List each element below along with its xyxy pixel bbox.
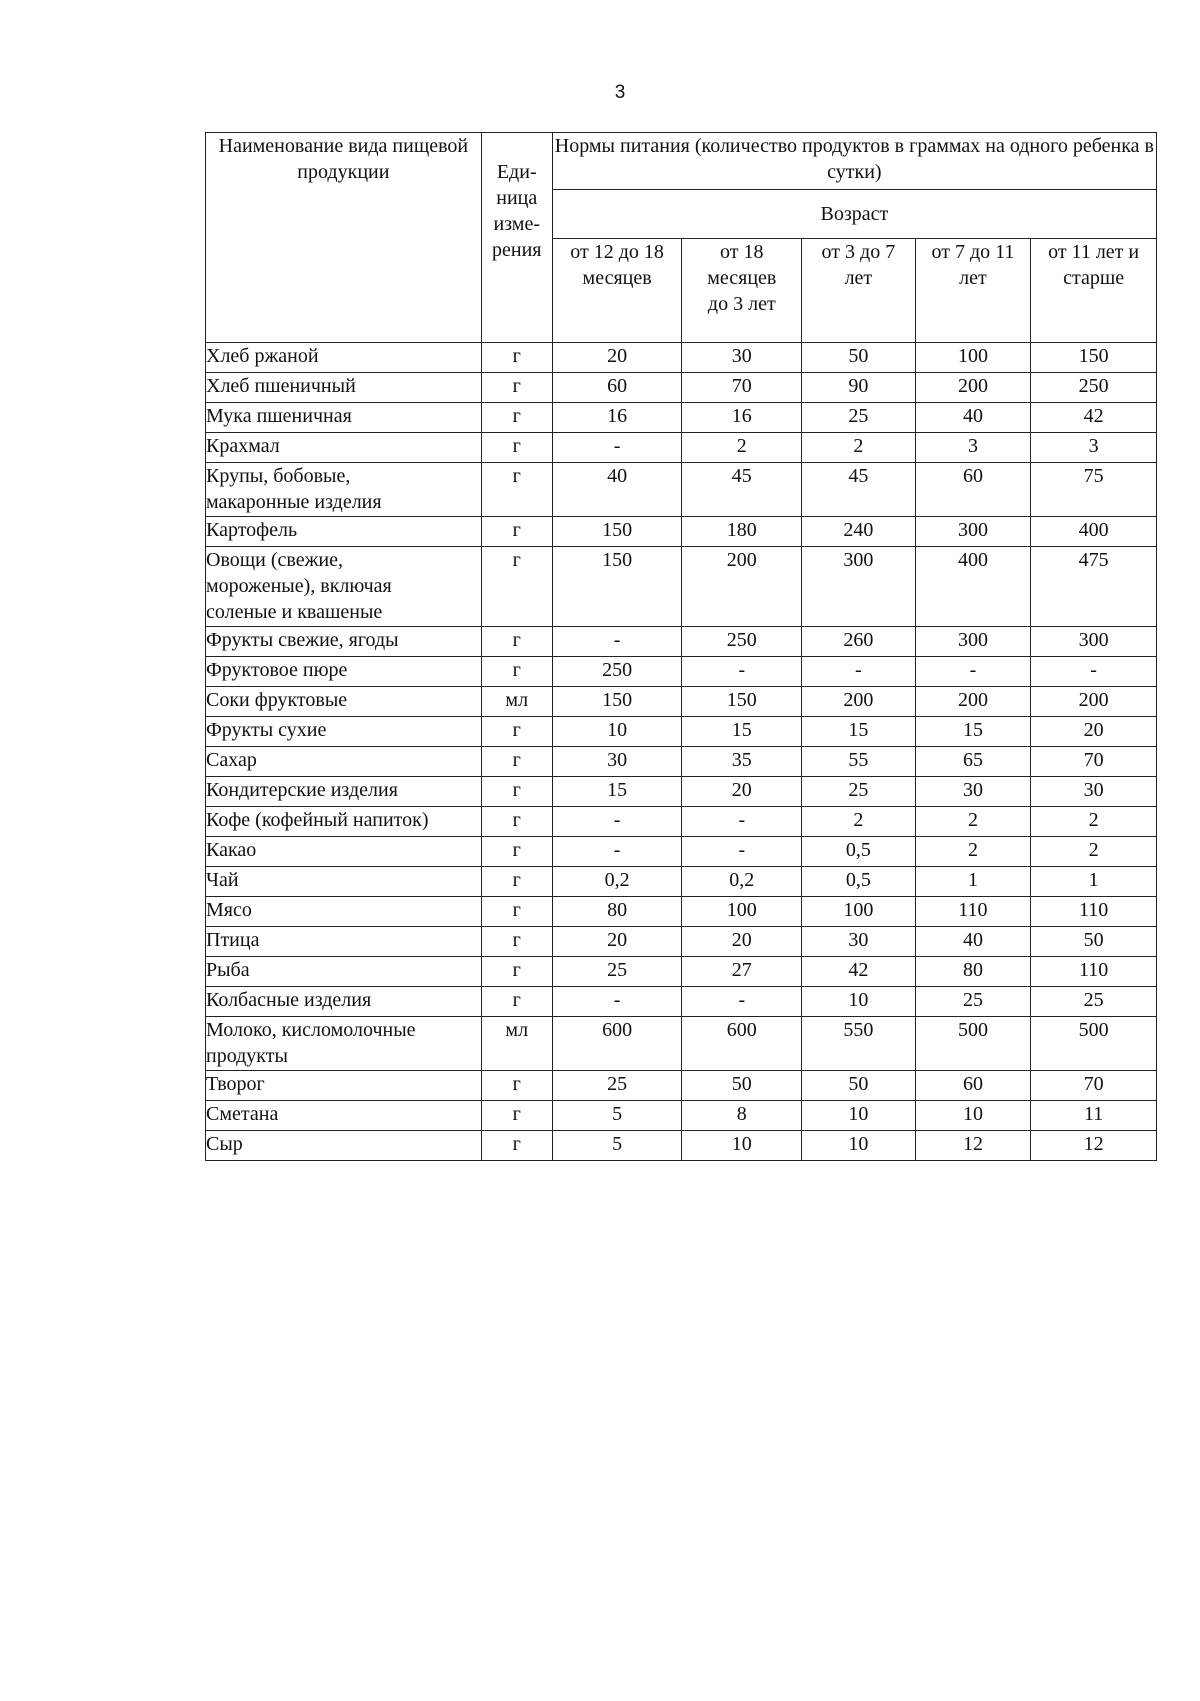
table-row	[206, 1101, 1157, 1131]
norm-value-cell: 25	[552, 1071, 682, 1101]
norm-value-cell: -	[682, 657, 802, 687]
norm-value-cell: 3	[1031, 433, 1157, 463]
norm-value-cell: 42	[1031, 403, 1157, 433]
product-name-cell: Колбасные изделия	[206, 987, 482, 1017]
norm-value-cell: 70	[1031, 1071, 1157, 1101]
norm-value-cell: 90	[802, 373, 916, 403]
table-row	[206, 343, 1157, 373]
norm-value-cell: 110	[1031, 897, 1157, 927]
norm-value-cell: -	[1031, 657, 1157, 687]
header-norms-text: Нормы питания (количество продуктов в граммах на одного ребенка в сутки)	[554, 135, 1154, 183]
norm-value-cell: 600	[682, 1017, 802, 1071]
product-name-cell: Хлеб пшеничный	[206, 373, 482, 403]
norm-value-cell: 40	[552, 463, 682, 517]
table-row	[206, 957, 1157, 987]
header-product-name-text: Наименование вида пищевой продукции	[218, 135, 469, 183]
norm-value-cell: 0,5	[802, 867, 916, 897]
norm-value-cell: 0,2	[552, 867, 682, 897]
norm-value-cell: 16	[682, 403, 802, 433]
age-group-header: от 12 до 18 месяцев	[552, 239, 682, 343]
norm-value-cell: 15	[682, 717, 802, 747]
norm-value-cell: 10	[682, 1131, 802, 1161]
norm-value-cell: 25	[552, 957, 682, 987]
unit-cell: г	[481, 927, 552, 957]
product-name-cell: Фрукты сухие	[206, 717, 482, 747]
norm-value-cell: 2	[1031, 837, 1157, 867]
product-name-cell: Хлеб ржаной	[206, 343, 482, 373]
table-header	[206, 133, 1157, 343]
norm-value-cell: 1	[915, 867, 1031, 897]
norm-value-cell: 400	[915, 547, 1031, 627]
product-name-cell: Картофель	[206, 517, 482, 547]
norm-value-cell: 30	[915, 777, 1031, 807]
age-group-header: от 7 до 11 лет	[915, 239, 1031, 343]
product-name-cell: Чай	[206, 867, 482, 897]
norm-value-cell: -	[552, 807, 682, 837]
product-name-cell: Птица	[206, 927, 482, 957]
norm-value-cell: 200	[682, 547, 802, 627]
norm-value-cell: -	[552, 627, 682, 657]
norm-value-cell: 110	[915, 897, 1031, 927]
norm-value-cell: 60	[915, 1071, 1031, 1101]
norm-value-cell: 25	[802, 777, 916, 807]
norm-value-cell: 300	[915, 517, 1031, 547]
norm-value-cell: -	[682, 837, 802, 867]
age-group-header: от 11 лет и старше	[1031, 239, 1157, 343]
norm-value-cell: 100	[915, 343, 1031, 373]
norm-value-cell: 475	[1031, 547, 1157, 627]
unit-cell: г	[481, 343, 552, 373]
header-norms	[552, 133, 1156, 190]
unit-cell: г	[481, 373, 552, 403]
norm-value-cell: 25	[1031, 987, 1157, 1017]
product-name-cell: Сахар	[206, 747, 482, 777]
norm-value-cell: 20	[552, 343, 682, 373]
unit-cell: г	[481, 433, 552, 463]
norm-value-cell: 10	[802, 1101, 916, 1131]
norm-value-cell: 300	[915, 627, 1031, 657]
norm-value-cell: 260	[802, 627, 916, 657]
norm-value-cell: 150	[552, 687, 682, 717]
norm-value-cell: 30	[802, 927, 916, 957]
norm-value-cell: 200	[802, 687, 916, 717]
norm-value-cell: 3	[915, 433, 1031, 463]
table-row	[206, 463, 1157, 517]
unit-cell: г	[481, 1101, 552, 1131]
product-name-cell: Кондитерские изделия	[206, 777, 482, 807]
table-row	[206, 837, 1157, 867]
table-row	[206, 867, 1157, 897]
norm-value-cell: 70	[682, 373, 802, 403]
header-age-text: Возраст	[820, 203, 889, 225]
table-row	[206, 1017, 1157, 1071]
norm-value-cell: 2	[802, 433, 916, 463]
norm-value-cell: -	[552, 987, 682, 1017]
table-row	[206, 517, 1157, 547]
norm-value-cell: 180	[682, 517, 802, 547]
table-row	[206, 777, 1157, 807]
norm-value-cell: 50	[1031, 927, 1157, 957]
norm-value-cell: 500	[915, 1017, 1031, 1071]
norm-value-cell: 600	[552, 1017, 682, 1071]
norm-value-cell: 150	[1031, 343, 1157, 373]
norm-value-cell: -	[915, 657, 1031, 687]
product-name-cell: Какао	[206, 837, 482, 867]
norm-value-cell: 25	[802, 403, 916, 433]
product-name-cell: Мясо	[206, 897, 482, 927]
table-body	[206, 343, 1157, 1161]
unit-cell: г	[481, 777, 552, 807]
norm-value-cell: 10	[802, 987, 916, 1017]
norm-value-cell: 30	[682, 343, 802, 373]
norm-value-cell: 2	[1031, 807, 1157, 837]
norm-value-cell: 5	[552, 1131, 682, 1161]
norm-value-cell: 110	[1031, 957, 1157, 987]
unit-cell: г	[481, 517, 552, 547]
product-name-cell: Мука пшеничная	[206, 403, 482, 433]
norm-value-cell: 12	[915, 1131, 1031, 1161]
header-age	[552, 190, 1156, 239]
product-name-cell: Молоко, кисломолочные продукты	[206, 1017, 482, 1071]
table-row	[206, 657, 1157, 687]
norm-value-cell: 20	[1031, 717, 1157, 747]
unit-cell: г	[481, 987, 552, 1017]
unit-cell: г	[481, 1131, 552, 1161]
norm-value-cell: 550	[802, 1017, 916, 1071]
norm-value-cell: 100	[802, 897, 916, 927]
product-name-cell: Фрукты свежие, ягоды	[206, 627, 482, 657]
norm-value-cell: 60	[915, 463, 1031, 517]
norm-value-cell: 150	[682, 687, 802, 717]
unit-cell: г	[481, 957, 552, 987]
page-number: 3	[614, 82, 626, 103]
norm-value-cell: 27	[682, 957, 802, 987]
product-name-cell: Овощи (свежие, мороженые), включая соленые и квашеные	[206, 547, 482, 627]
norm-value-cell: 70	[1031, 747, 1157, 777]
norm-value-cell: 50	[802, 1071, 916, 1101]
table-row	[206, 987, 1157, 1017]
unit-cell: мл	[481, 1017, 552, 1071]
norm-value-cell: 200	[915, 687, 1031, 717]
table-row	[206, 627, 1157, 657]
norm-value-cell: -	[802, 657, 916, 687]
norm-value-cell: 65	[915, 747, 1031, 777]
table-row	[206, 1071, 1157, 1101]
table-row	[206, 687, 1157, 717]
norm-value-cell: 500	[1031, 1017, 1157, 1071]
norm-value-cell: 20	[682, 777, 802, 807]
norm-value-cell: 250	[552, 657, 682, 687]
norm-value-cell: 20	[552, 927, 682, 957]
unit-cell: г	[481, 717, 552, 747]
product-name-cell: Фруктовое пюре	[206, 657, 482, 687]
table-row	[206, 897, 1157, 927]
norm-value-cell: 50	[682, 1071, 802, 1101]
product-name-cell: Крахмал	[206, 433, 482, 463]
norm-value-cell: 55	[802, 747, 916, 777]
norm-value-cell: 8	[682, 1101, 802, 1131]
norm-value-cell: 40	[915, 927, 1031, 957]
unit-cell: г	[481, 547, 552, 627]
norm-value-cell: 5	[552, 1101, 682, 1131]
norm-value-cell: 2	[915, 837, 1031, 867]
norm-value-cell: 40	[915, 403, 1031, 433]
norm-value-cell: 100	[682, 897, 802, 927]
unit-cell: г	[481, 807, 552, 837]
product-name-cell: Сметана	[206, 1101, 482, 1131]
unit-cell: г	[481, 1071, 552, 1101]
unit-cell: г	[481, 627, 552, 657]
norm-value-cell: 80	[915, 957, 1031, 987]
table-row	[206, 747, 1157, 777]
norm-value-cell: 300	[802, 547, 916, 627]
product-name-cell: Творог	[206, 1071, 482, 1101]
norm-value-cell: 11	[1031, 1101, 1157, 1131]
table-row	[206, 403, 1157, 433]
unit-cell: г	[481, 657, 552, 687]
norm-value-cell: 2	[802, 807, 916, 837]
norm-value-cell: 35	[682, 747, 802, 777]
nutrition-norms-table	[205, 132, 1157, 1161]
table-row	[206, 373, 1157, 403]
product-name-cell: Сыр	[206, 1131, 482, 1161]
norm-value-cell: 250	[1031, 373, 1157, 403]
table-row	[206, 927, 1157, 957]
norm-value-cell: 50	[802, 343, 916, 373]
unit-cell: г	[481, 403, 552, 433]
header-product-name	[206, 133, 482, 343]
unit-cell: мл	[481, 687, 552, 717]
norm-value-cell: 1	[1031, 867, 1157, 897]
norm-value-cell: 25	[915, 987, 1031, 1017]
norm-value-cell: 0,2	[682, 867, 802, 897]
norm-value-cell: 200	[915, 373, 1031, 403]
product-name-cell: Крупы, бобовые, макаронные изделия	[206, 463, 482, 517]
norm-value-cell: 10	[915, 1101, 1031, 1131]
norm-value-cell: 10	[802, 1131, 916, 1161]
norm-value-cell: 400	[1031, 517, 1157, 547]
unit-cell: г	[481, 747, 552, 777]
norm-value-cell: 20	[682, 927, 802, 957]
table-row	[206, 1131, 1157, 1161]
table-row	[206, 717, 1157, 747]
norm-value-cell: 16	[552, 403, 682, 433]
norm-value-cell: 42	[802, 957, 916, 987]
norm-value-cell: -	[552, 837, 682, 867]
norm-value-cell: 240	[802, 517, 916, 547]
norm-value-cell: 150	[552, 517, 682, 547]
norm-value-cell: 15	[802, 717, 916, 747]
norm-value-cell: 15	[915, 717, 1031, 747]
header-unit	[481, 133, 552, 343]
unit-cell: г	[481, 867, 552, 897]
norm-value-cell: 10	[552, 717, 682, 747]
norm-value-cell: 300	[1031, 627, 1157, 657]
norm-value-cell: 2	[682, 433, 802, 463]
norm-value-cell: -	[682, 807, 802, 837]
age-group-header: от 18 месяцев до 3 лет	[682, 239, 802, 343]
product-name-cell: Кофе (кофейный напиток)	[206, 807, 482, 837]
norm-value-cell: 45	[802, 463, 916, 517]
table-row	[206, 433, 1157, 463]
norm-value-cell: 30	[1031, 777, 1157, 807]
norm-value-cell: 75	[1031, 463, 1157, 517]
norm-value-cell: -	[552, 433, 682, 463]
norm-value-cell: 2	[915, 807, 1031, 837]
product-name-cell: Рыба	[206, 957, 482, 987]
unit-cell: г	[481, 837, 552, 867]
norm-value-cell: 45	[682, 463, 802, 517]
unit-cell: г	[481, 897, 552, 927]
age-group-header: от 3 до 7 лет	[802, 239, 916, 343]
norm-value-cell: 30	[552, 747, 682, 777]
product-name-cell: Соки фруктовые	[206, 687, 482, 717]
norm-value-cell: 60	[552, 373, 682, 403]
norm-value-cell: 150	[552, 547, 682, 627]
table-row	[206, 547, 1157, 627]
norm-value-cell: 80	[552, 897, 682, 927]
table-row	[206, 807, 1157, 837]
norm-value-cell: 250	[682, 627, 802, 657]
header-unit-text: Еди- ница изме- рения	[491, 161, 542, 261]
norm-value-cell: -	[682, 987, 802, 1017]
norm-value-cell: 15	[552, 777, 682, 807]
norm-value-cell: 200	[1031, 687, 1157, 717]
unit-cell: г	[481, 463, 552, 517]
norm-value-cell: 0,5	[802, 837, 916, 867]
norm-value-cell: 12	[1031, 1131, 1157, 1161]
